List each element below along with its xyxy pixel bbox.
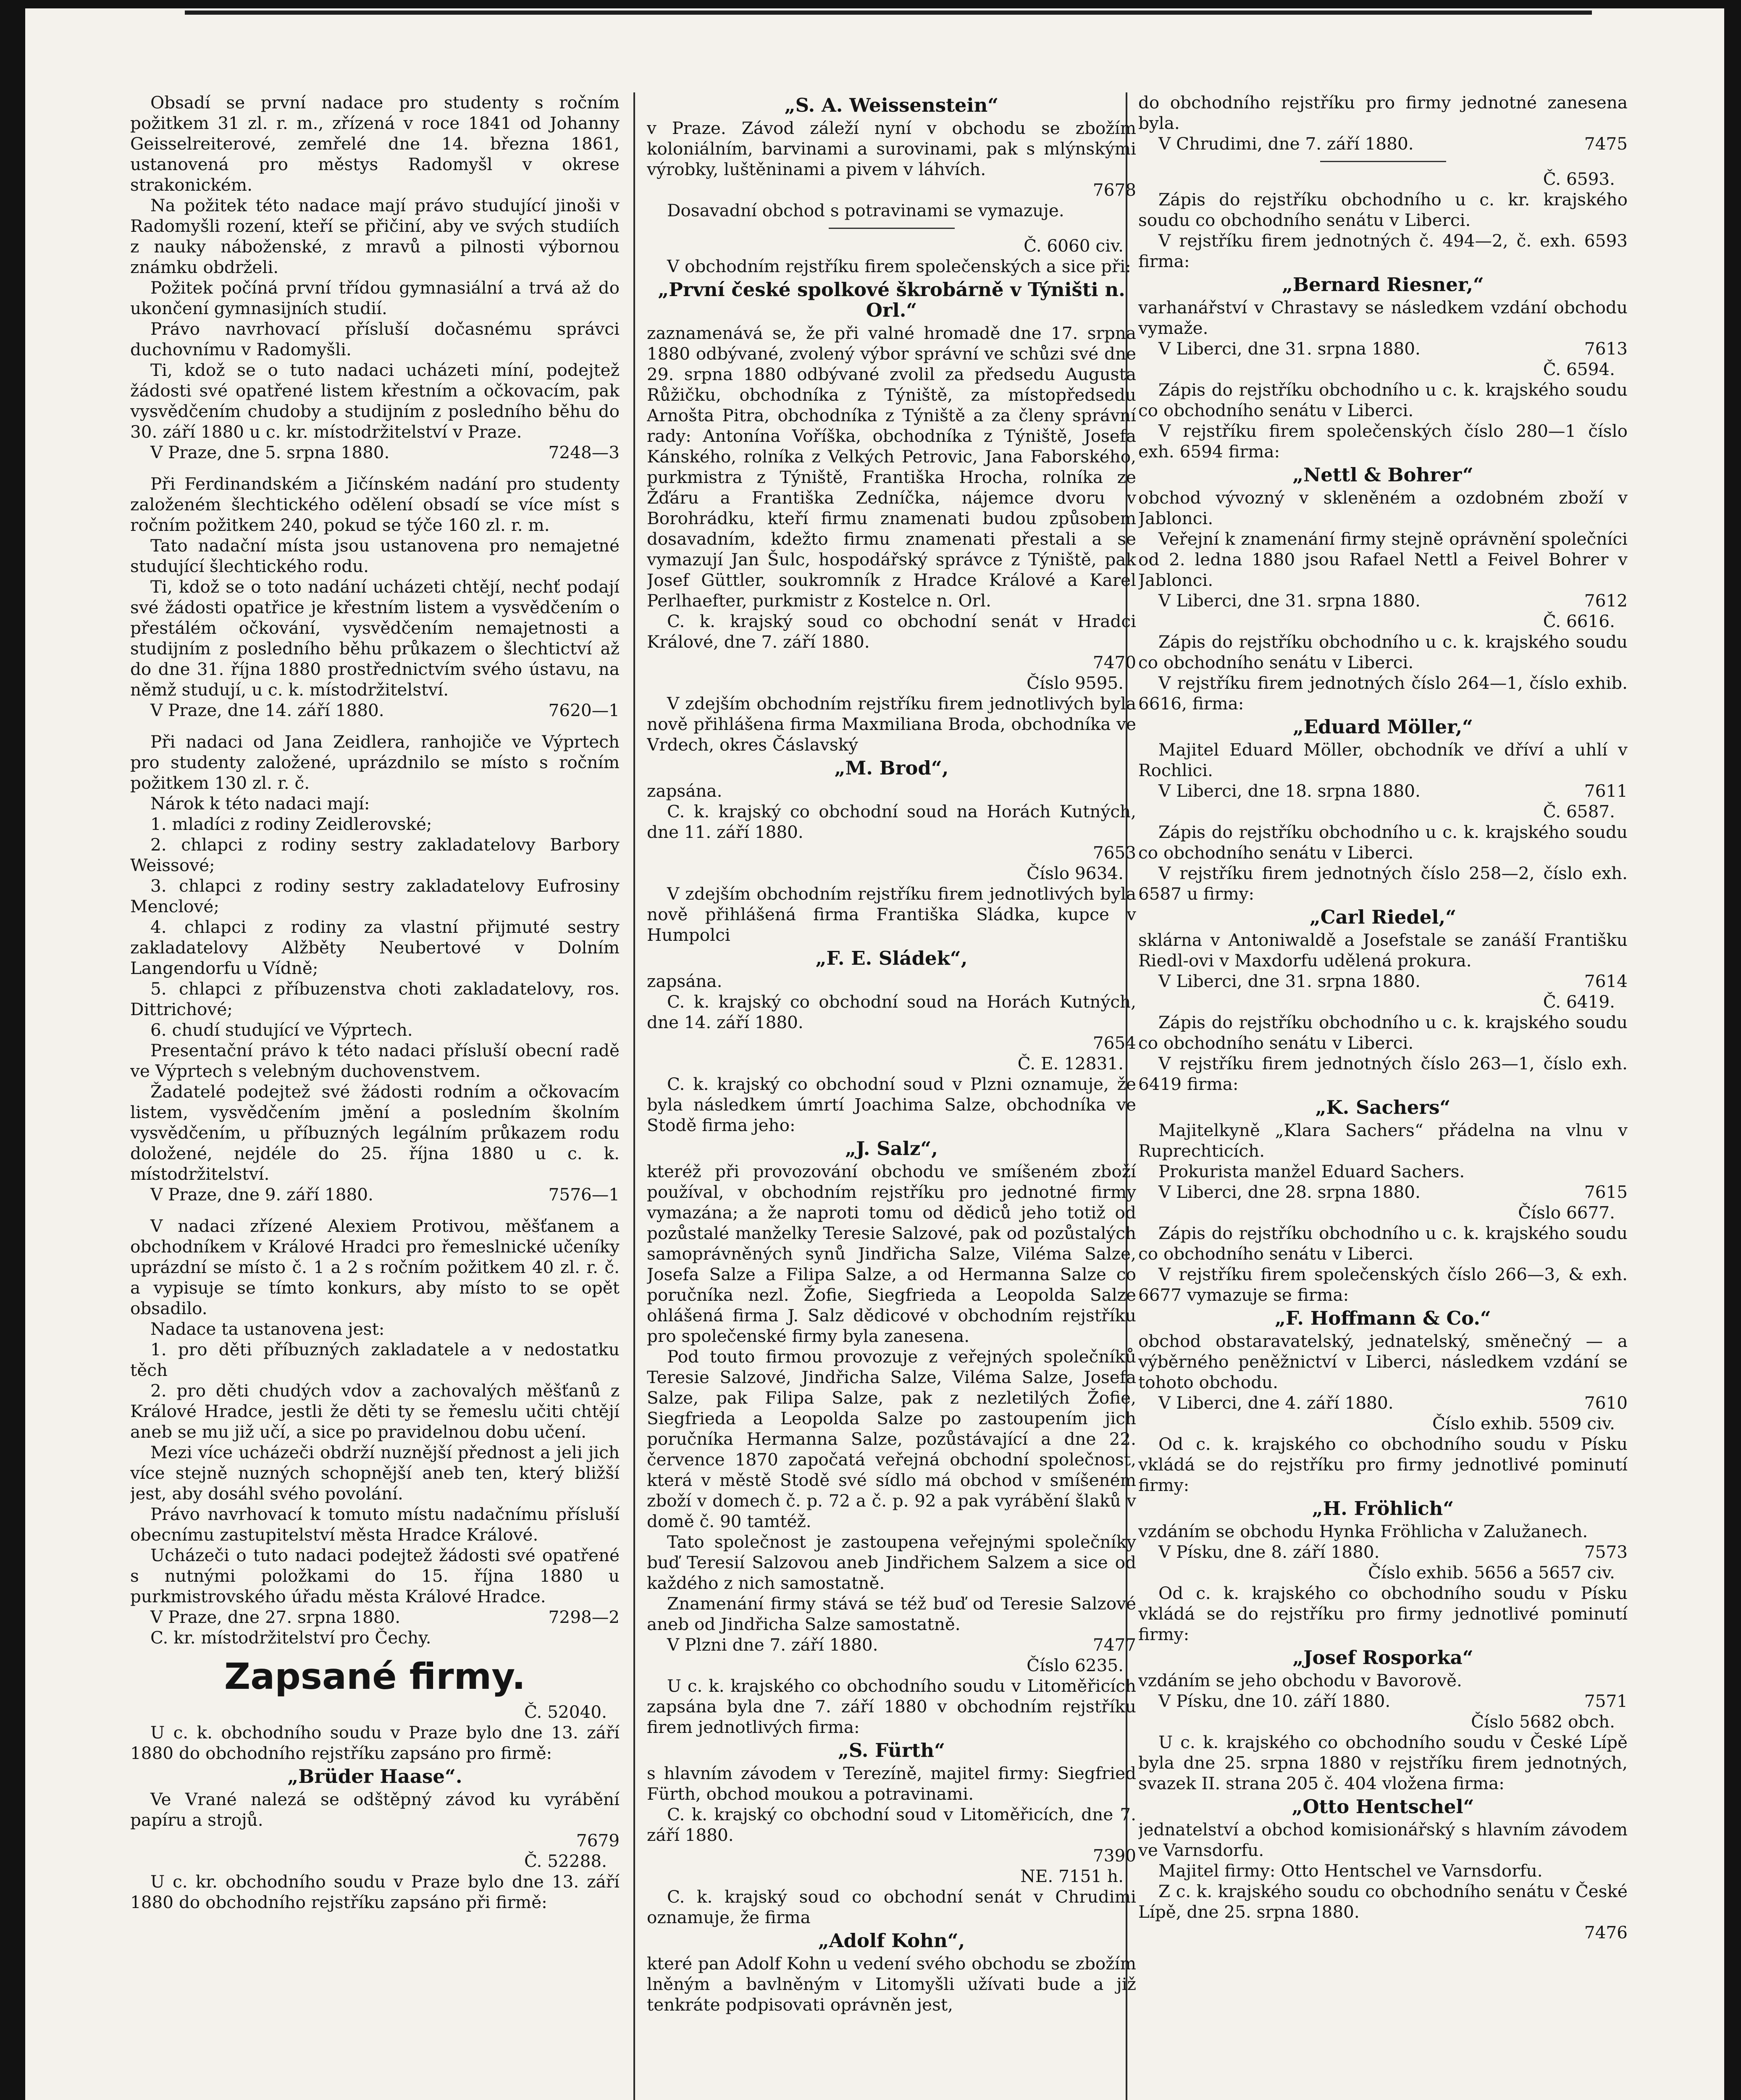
- entry-number: Číslo 5682 obch.: [1471, 1712, 1615, 1732]
- paragraph: Mezi více ucházeči obdrží nuznější přednost a jeli jich více stejně nuzných schopnější aneb ten, který bližší jest, aby dosáhl svého povolání.: [130, 1442, 620, 1504]
- paragraph: Tato společnost je zastoupena veřejnými společníky buď Teresií Salzovou aneb Jindřichem Salzem a sice od každého z nich samostatně.: [647, 1532, 1136, 1593]
- list-item: 2. chlapci z rodiny sestry zakladatelovy Barbory Weissové;: [130, 835, 620, 875]
- column-3: [1138, 92, 1628, 2100]
- paragraph: kteréž při provozování obchodu ve smíšeném zboží používal, v obchodním rejstříku pro jednotné firmy vymazána; a že naproti tomu od dědiců jeho totiž od pozůstalé manželky Teresie Salzové, pak od pozůstalých samoprávněných synů Jindřicha Salze, Viléma Salze, Josefa Salze a Filipa Salze, a od Hermanna Salze co poručníka nezl. Žofie, Siegfrieda a Leopolda Salze ohlášená firma J. Salz dědicové v obchodním rejstříku pro společenské firmy byla zanesena.: [647, 1161, 1136, 1346]
- paragraph: U c. kr. obchodního soudu v Praze bylo dne 13. září 1880 do obchodního rejstříku zapsáno při firmě:: [130, 1872, 620, 1912]
- reference-number: 7576—1: [548, 1184, 620, 1205]
- paragraph: Zápis do rejstříku obchodního u c. k. krajského soudu co obchodního senátu v Liberci.: [1138, 632, 1628, 672]
- paragraph: do obchodního rejstříku pro firmy jednotné zanesena byla.: [1138, 92, 1628, 133]
- date: V Praze, dne 9. září 1880.: [150, 1184, 373, 1205]
- date-line: [647, 1635, 1136, 1655]
- column-divider: [633, 92, 635, 2100]
- paragraph: Veřejní k znamenání firmy stejně oprávnění společníci od 2. ledna 1880 jsou Rafael Nettl a Feivel Bohrer v Jablonci.: [1138, 529, 1628, 590]
- paragraph: Zápis do rejstříku obchodního u c. kr. krajského soudu co obchodního senátu v Liberci.: [1138, 189, 1628, 230]
- entry-number: Číslo exhib. 5656 a 5657 civ.: [1368, 1562, 1615, 1583]
- entry-number: Č. 6594.: [1543, 359, 1615, 379]
- reference-number: 7475: [1584, 134, 1628, 154]
- paragraph: V nadaci zřízené Alexiem Protivou, měšťanem a obchodníkem v Králové Hradci pro řemeslnické učeníky uprázdní se místo č. 1 a 2 s ročním požitkem 40 zl. r. č. a vypisuje se tímto konkurs, aby místo to se opět obsadilo.: [130, 1216, 620, 1318]
- paragraph: V obchodním rejstříku firem společenských a sice při:: [667, 256, 1131, 276]
- date-line: [130, 700, 620, 721]
- reference-number: 7678: [1092, 180, 1136, 200]
- firm-name: „F. Hoffmann & Co.“: [1275, 1307, 1491, 1329]
- date-line: [1138, 1542, 1628, 1562]
- paragraph: Zápis do rejstříku obchodního u c. k. krajského soudu co obchodního senátu v Liberci.: [1138, 1223, 1628, 1264]
- paragraph: Ucházeči o tuto nadaci podejtež žádosti své opatřené s nutnými položkami do 15. října 1880 u purkmistrovského úřadu města Králové Hradce.: [130, 1545, 620, 1606]
- paragraph: Požitek počíná první třídou gymnasiální a trvá až do ukončení gymnasijních studií.: [130, 278, 620, 318]
- paragraph: V rejstříku firem jednotných číslo 258—2, číslo exh. 6587 u firmy:: [1138, 863, 1628, 904]
- firm-name: „Carl Riedel,“: [1309, 906, 1457, 928]
- reference-number: 7610: [1584, 1393, 1628, 1413]
- date: V Liberci, dne 28. srpna 1880.: [1158, 1182, 1421, 1202]
- reference-number: 7614: [1584, 971, 1628, 991]
- reference-number: 7612: [1584, 591, 1628, 611]
- reference-number: 7613: [1584, 339, 1628, 359]
- entry-number: NE. 7151 h.: [1020, 1866, 1124, 1886]
- reference-number: 7390: [1092, 1845, 1136, 1866]
- paragraph: vzdáním se obchodu Hynka Fröhlicha v Zalužanech.: [1138, 1521, 1588, 1541]
- list-item: 5. chlapci z příbuzenstva choti zakladatelovy, ros. Dittrichové;: [130, 979, 620, 1019]
- entry-number: Č. 52288.: [524, 1851, 607, 1871]
- list-item: 1. mladíci z rodiny Zeidlerovské;: [150, 814, 432, 834]
- reference-number: 7571: [1584, 1691, 1628, 1711]
- entry-number: Č. 6419.: [1543, 992, 1615, 1012]
- separator: [829, 228, 955, 229]
- separator: [1320, 161, 1446, 162]
- firm-name: „První české spolkové škrobárně v Týništi n. Orl.“: [658, 278, 1125, 321]
- column-2: [647, 92, 1136, 2100]
- paragraph: Zápis do rejstříku obchodního u c. k. krajského soudu co obchodního senátu v Liberci.: [1138, 822, 1628, 863]
- paragraph: sklárna v Antoniwaldě a Josefstale se zanáší Františku Riedl-ovi v Maxdorfu udělená prokura.: [1138, 930, 1628, 971]
- section-title: Zapsané firmy.: [224, 1656, 526, 1698]
- date: V Liberci, dne 4. září 1880.: [1158, 1393, 1394, 1413]
- paragraph: Pod touto firmou provozuje z veřejných společníků Teresie Salzové, Jindřicha Salze, Viléma Salze, Josefa Salze, pak Filipa Salze, pak z nezletilých Žofie, Siegfrieda a Leopolda Salze po zastoupením jich poručníka Hermanna Salze, pozůstávající a dne 22. července 1870 započatá veřejná obchodní společnost, která v městě Stodě své sídlo má obchod v smíšeném zboží v domech č. p. 72 a č. p. 92 a pak vyrábění šlaků v domě č. 90 tamtéž.: [647, 1347, 1136, 1531]
- date: V Chrudimi, dne 7. září 1880.: [1158, 134, 1414, 154]
- newspaper-page: [25, 8, 1724, 2100]
- reference-number: 7679: [576, 1830, 620, 1851]
- date-line: [1138, 1182, 1628, 1202]
- reference-number: 7477: [1092, 1635, 1136, 1655]
- entry-number: Číslo 6235.: [1027, 1655, 1124, 1675]
- list-item: 2. pro děti chudých vdov a zachovalých měšťanů z Králové Hradce, jestli že děti ty se řemeslu učiti chtějí aneb se mu již učí, a sice po pravidelnou dobu učení.: [130, 1381, 620, 1442]
- paragraph: Presentační právo k této nadaci přísluší obecní radě ve Výprtech s velebným duchovenstvem.: [130, 1040, 620, 1081]
- firm-name: „Josef Rosporka“: [1292, 1646, 1473, 1669]
- entry-number: Č. 52040.: [524, 1702, 607, 1722]
- paragraph: Ti, kdož se o toto nadání ucházeti chtějí, nechť podají své žádosti opatřice je křestním listem a vysvědčením o přestálém očkování, vysvědčením nemajetnosti a studijním z posledního běhu průkazem o šlechtictví až do dne 31. října 1880 prostřednictvím svého ústavu, na němž studují, u c. k. místodržitelství.: [130, 577, 620, 700]
- entry-number: Č. 6060 civ.: [1024, 236, 1124, 256]
- date: V Plzni dne 7. září 1880.: [667, 1635, 878, 1655]
- paragraph: U c. k. krajského co obchodního soudu v Litoměřicích zapsána byla dne 7. září 1880 v obchodním rejstříku firem jednotlivých firma:: [647, 1676, 1136, 1737]
- paragraph: U c. k. obchodního soudu v Praze bylo dne 13. září 1880 do obchodního rejstříku zapsáno pro firmě:: [130, 1722, 620, 1763]
- paragraph: C. k. krajský co obchodní soud v Plzni oznamuje, že byla následkem úmrtí Joachima Salze, obchodníka ve Stodě firma jeho:: [647, 1074, 1136, 1135]
- date: V Písku, dne 10. září 1880.: [1158, 1691, 1391, 1711]
- firm-name: „F. E. Sládek“,: [815, 947, 968, 969]
- column-1: [130, 92, 620, 2100]
- firm-name: „Otto Hentschel“: [1292, 1796, 1474, 1818]
- date-line: [130, 442, 620, 463]
- date: V Praze, dne 14. září 1880.: [150, 700, 384, 720]
- paragraph: obchod vývozný v skleněném a ozdobném zboží v Jablonci.: [1138, 488, 1628, 528]
- paragraph: V rejstříku firem společenských číslo 280—1 číslo exh. 6594 firma:: [1138, 421, 1628, 462]
- reference-number: 7248—3: [548, 442, 620, 462]
- firm-name: „H. Fröhlich“: [1312, 1497, 1454, 1520]
- paragraph: Znamenání firmy stává se též buď od Teresie Salzové aneb od Jindřicha Salze samostatně.: [647, 1593, 1136, 1634]
- paragraph: které pan Adolf Kohn u vedení svého obchodu se zbožím lněným a bavlněným v Litomyšli užívati bude a již tenkráte podpisovati oprávněn jest,: [647, 1953, 1136, 2015]
- paragraph: Majitel Eduard Möller, obchodník ve dříví a uhlí v Rochlici.: [1138, 740, 1628, 780]
- firm-name: „J. Salz“,: [845, 1137, 938, 1160]
- date-line: [1138, 971, 1628, 992]
- date: V Praze, dne 5. srpna 1880.: [150, 442, 390, 462]
- paragraph: U c. k. krajského co obchodního soudu v České Lípě byla dne 25. srpna 1880 v rejstříku firem jednotných, svazek II. strana 205 č. 404 vložena firma:: [1138, 1732, 1628, 1793]
- paragraph: Zápis do rejstříku obchodního u c. k. krajského soudu co obchodního senátu v Liberci.: [1138, 380, 1628, 420]
- paragraph: Při Ferdinandském a Jičínském nadání pro studenty založeném šlechtického odělení obsadí se více míst s ročním požitkem 240, pokud se týče 160 zl. r. m.: [130, 474, 620, 535]
- reference-number: 7573: [1584, 1542, 1628, 1562]
- paragraph: zapsána.: [647, 781, 722, 801]
- date-line: [130, 1184, 620, 1205]
- paragraph: Při nadaci od Jana Zeidlera, ranhojiče ve Výprtech pro studenty založené, uprázdnilo se místo s ročním požitkem 130 zl. r. č.: [130, 732, 620, 793]
- date: V Praze, dne 27. srpna 1880.: [150, 1607, 401, 1627]
- paragraph: jednatelství a obchod komisionářský s hlavním závodem ve Varnsdorfu.: [1138, 1819, 1628, 1860]
- paragraph: V rejstříku firem jednotných č. 494—2, č. exh. 6593 firma:: [1138, 231, 1628, 271]
- reference-number: 7653: [1092, 843, 1136, 863]
- paragraph: Právo navrhovací přísluší dočasnému správci duchovnímu v Radomyšli.: [130, 319, 620, 360]
- paragraph: Majitelkyně „Klara Sachers“ přádelna na vlnu v Ruprechticích.: [1138, 1120, 1628, 1161]
- date: V Liberci, dne 31. srpna 1880.: [1158, 971, 1421, 991]
- paragraph: Dosavadní obchod s potravinami se vymazuje.: [667, 200, 1064, 220]
- reference-number: 7611: [1584, 781, 1628, 801]
- signature: C. kr. místodržitelství pro Čechy.: [150, 1628, 431, 1648]
- top-rule: [185, 10, 1592, 15]
- entry-number: Č. 6587.: [1543, 801, 1615, 822]
- paragraph: Z c. k. krajského soudu co obchodního senátu v České Lípě, dne 25. srpna 1880.: [1138, 1881, 1628, 1922]
- paragraph: Majitel firmy: Otto Hentschel ve Varnsdorfu.: [1158, 1861, 1543, 1881]
- paragraph: Žadatelé podejtež své žádosti rodním a očkovacím listem, vysvědčením jmění a posledním školním vysvědčením, u příbuzných legálním průkazem rodu doložené, nejdéle do 25. října 1880 u c. k. místodržitelství.: [130, 1082, 620, 1184]
- paragraph: C. k. krajský soud co obchodní senát v Chrudimi oznamuje, že firma: [647, 1887, 1136, 1927]
- paragraph: Nárok k této nadaci mají:: [150, 793, 370, 814]
- list-item: 4. chlapci z rodiny za vlastní přijmuté sestry zakladatelovy Alžběty Neubertové v Dolním Langendorfu u Vídně;: [130, 917, 620, 978]
- paragraph: vzdáním se jeho obchodu v Bavorově.: [1138, 1670, 1462, 1690]
- paragraph: V rejstříku firem společenských číslo 266—3, & exh. 6677 vymazuje se firma:: [1138, 1264, 1628, 1305]
- date: V Liberci, dne 31. srpna 1880.: [1158, 591, 1421, 611]
- firm-name: „K. Sachers“: [1315, 1096, 1451, 1118]
- paragraph: zaznamenává se, že při valné hromadě dne 17. srpna 1880 odbývané, zvolený výbor správní ve schůzi své dne 29. srpna 1880 odbývané zvolil za předsedu Augusta Růžičku, obchodníka z Týniště, za místopředsedu Arnošta Pitra, obchodníka z Týniště a za členy správní rady: Antonína Voříška, obchodníka z Týniště, Josefa Kánského, rolníka z Velkých Petrovic, Jana Faborského, purkmistra z Týniště, Františka Hrocha, rolníka ze Žďáru a Františka Zedníčka, nájemce dvoru v Borohrádku, kteří firmu znamenati budou způsobem dosavadním, kdežto firmu znamenati přestali a se vymazují Jan Šulc, hospodářský správce z Týniště, pak Josef Güttler, soukromník z Hradce Králové a Karel Perlhaefter, purkmistr z Kostelce n. Orl.: [647, 323, 1136, 611]
- date-line: [1138, 1691, 1628, 1712]
- date-line: [1138, 339, 1628, 359]
- entry-number: Č. E. 12831.: [1017, 1053, 1124, 1074]
- firm-name: „Bernard Riesner,“: [1282, 273, 1484, 296]
- paragraph: s hlavním závodem v Terezíně, majitel firmy: Siegfried Fürth, obchod moukou a potravinami.: [647, 1763, 1136, 1804]
- paragraph: Právo navrhovací k tomuto místu nadačnímu přísluší obecnímu zastupitelství města Hradce Králové.: [130, 1504, 620, 1545]
- date-line: [1138, 591, 1628, 611]
- list-item: 1. pro děti příbuzných zakladatele a v nedostatku těch: [130, 1339, 620, 1380]
- paragraph: zapsána.: [647, 971, 722, 991]
- entry-number: Č. 6593.: [1543, 169, 1615, 189]
- date-line: [1138, 781, 1628, 801]
- firm-name: „Adolf Kohn“,: [818, 1929, 965, 1952]
- paragraph: Prokurista manžel Eduard Sachers.: [1158, 1161, 1465, 1181]
- paragraph: Obsadí se první nadace pro studenty s ročním požitkem 31 zl. r. m., zřízená v roce 1841 od Johanny Geisselreiterové, zemřelé dne 14. března 1861, ustanovená pro městys Radomyšl v okrese strakonickém.: [130, 92, 620, 195]
- paragraph: v Praze. Závod záleží nyní v obchodu se zbožím koloniálním, barvinami a surovinami, pak s mlýnskými výrobky, luštěninami a pivem v láhvích.: [647, 118, 1136, 179]
- paragraph: C. k. krajský co obchodní soud na Horách Kutných, dne 14. září 1880.: [647, 992, 1136, 1032]
- paragraph: V zdejším obchodním rejstříku firem jednotlivých byla nově přihlášená firma Františka Sládka, kupce v Humpolci: [647, 884, 1136, 945]
- list-item: 6. chudí studující ve Výprtech.: [150, 1020, 413, 1040]
- firm-name: „S. A. Weissenstein“: [784, 94, 999, 116]
- firm-name: „Brüder Haase“.: [287, 1765, 462, 1788]
- paragraph: Ve Vrané nalezá se odštěpný závod ku vyrábění papíru a strojů.: [130, 1789, 620, 1830]
- paragraph: Zápis do rejstříku obchodního u c. k. krajského soudu co obchodního senátu v Liberci.: [1138, 1012, 1628, 1053]
- reference-number: 7298—2: [548, 1607, 620, 1627]
- date: V Liberci, dne 18. srpna 1880.: [1158, 781, 1421, 801]
- date-line: [1138, 134, 1628, 154]
- reference-number: 7654: [1092, 1033, 1136, 1053]
- paragraph: V rejstříku firem jednotných číslo 263—1, číslo exh. 6419 firma:: [1138, 1053, 1628, 1094]
- reference-number: 7615: [1584, 1182, 1628, 1202]
- paragraph: C. k. krajský co obchodní soud v Litoměřicích, dne 7. září 1880.: [647, 1804, 1136, 1845]
- paragraph: obchod obstaravatelský, jednatelský, směnečný — a výběrného peněžnictví v Liberci, následkem vzdání se tohoto obchodu.: [1138, 1331, 1628, 1392]
- entry-number: Číslo 9634.: [1027, 863, 1124, 883]
- paragraph: Od c. k. krajského co obchodního soudu v Písku vkládá se do rejstříku pro firmy jednotlivé pominutí firmy:: [1138, 1583, 1628, 1644]
- paragraph: Od c. k. krajského co obchodního soudu v Písku vkládá se do rejstříku pro firmy jednotlivé pominutí firmy:: [1138, 1434, 1628, 1495]
- firm-name: „S. Fürth“: [838, 1739, 945, 1761]
- entry-number: Číslo 9595.: [1027, 673, 1124, 693]
- paragraph: varhanářství v Chrastavy se následkem vzdání obchodu vymaže.: [1138, 297, 1628, 338]
- date-line: [1138, 1393, 1628, 1413]
- paragraph: Na požitek této nadace mají právo studující jinoši v Radomyšli rození, kteří se přičiní, aby ve svých studiích z nauky náboženské, z mravů a pilnosti výbornou známku obdrželi.: [130, 195, 620, 277]
- entry-number: Číslo exhib. 5509 civ.: [1432, 1413, 1615, 1433]
- date-line: [130, 1607, 620, 1628]
- date: V Liberci, dne 31. srpna 1880.: [1158, 339, 1421, 359]
- date: V Písku, dne 8. září 1880.: [1158, 1542, 1380, 1562]
- reference-number: 7620—1: [548, 700, 620, 720]
- list-item: 3. chlapci z rodiny sestry zakladatelovy Eufrosiny Menclové;: [130, 876, 620, 916]
- firm-name: „Eduard Möller,“: [1293, 716, 1473, 738]
- paragraph: V rejstříku firem jednotných číslo 264—1, číslo exhib. 6616, firma:: [1138, 673, 1628, 714]
- firm-name: „Nettl & Bohrer“: [1292, 464, 1473, 486]
- reference-number: 7476: [1584, 1922, 1628, 1942]
- entry-number: Č. 6616.: [1543, 611, 1615, 631]
- paragraph: C. k. krajský soud co obchodní senát v Hradci Králové, dne 7. září 1880.: [647, 611, 1136, 652]
- entry-number: Číslo 6677.: [1518, 1202, 1615, 1223]
- firm-name: „M. Brod“,: [834, 757, 949, 779]
- paragraph: Tato nadační místa jsou ustanovena pro nemajetné studující šlechtického rodu.: [130, 536, 620, 576]
- paragraph: Ti, kdož se o tuto nadaci ucházeti míní, podejtež žádosti své opatřené listem křestním a očkovacím, pak vysvědčením chudoby a studijním z posledního běhu do 30. září 1880 u c. kr. místodržitelství v Praze.: [130, 360, 620, 442]
- reference-number: 7470: [1092, 652, 1136, 672]
- paragraph: C. k. krajský co obchodní soud na Horách Kutných, dne 11. září 1880.: [647, 801, 1136, 842]
- paragraph: V zdejším obchodním rejstříku firem jednotlivých byla nově přihlášena firma Maxmiliana Broda, obchodníka ve Vrdech, okres Čáslavský: [647, 693, 1136, 755]
- paragraph: Nadace ta ustanovena jest:: [150, 1319, 385, 1339]
